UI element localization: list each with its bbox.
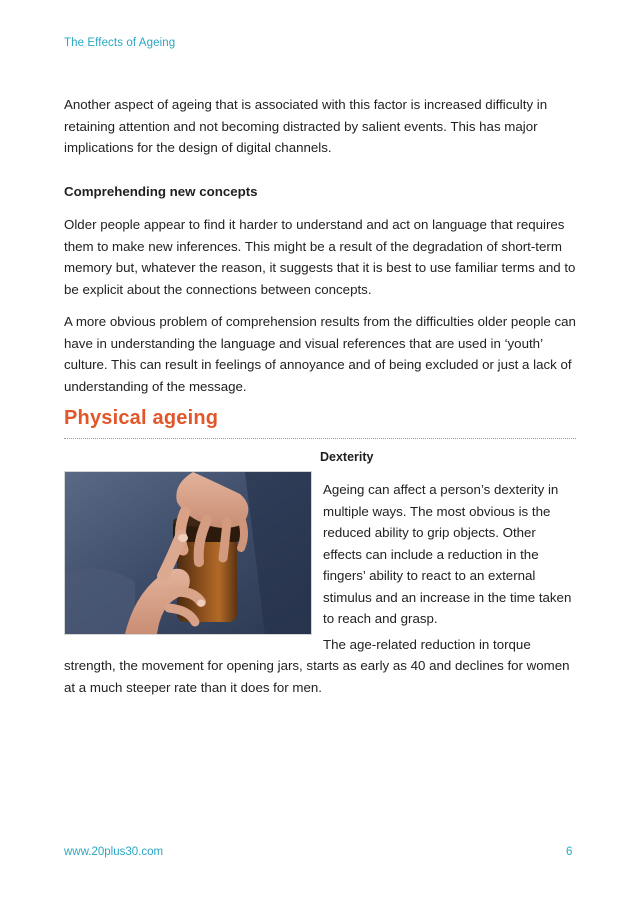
dexterity-paragraph: Ageing can affect a person’s dexterity in multiple ways. The most obvious is the reduced ability to grip objects. Other effects can include a reduction in the fingers’ ability to react to an external stimulus and an increase in the time taken to reach and grasp. <box>323 482 572 626</box>
torque-paragraph-line-1: The age-related reduction in torque <box>323 637 531 652</box>
comprehending-paragraph-2: A more obvious problem of comprehension results from the difficulties older people can have in understanding the language and visual references that are used in ‘youth’ culture. This can result in feelings of annoyance and of being excluded or just a lack of understanding of the message. <box>64 314 576 394</box>
comprehending-heading: Comprehending new concepts <box>64 184 258 199</box>
section-divider <box>64 438 576 439</box>
photo-illustration <box>65 472 311 634</box>
comprehending-paragraph-1: Older people appear to find it harder to understand and act on language that requires them to make new inferences. This might be a result of the degradation of short-term memory but, whatever the reason, it suggests that it is best to use familiar terms and to be explicit about the connections between concepts. <box>64 217 576 297</box>
page-number: 6 <box>566 846 573 858</box>
torque-paragraph-rest: strength, the movement for opening jars, starts as early as 40 and declines for women at a much steeper rate than it does for men. <box>64 658 570 695</box>
dexterity-heading: Dexterity <box>320 450 374 464</box>
elderly-hands-jar-photo <box>64 471 312 635</box>
section-title-physical-ageing: Physical ageing <box>64 407 219 429</box>
running-header-title: The Effects of Ageing <box>64 37 176 49</box>
intro-paragraph: Another aspect of ageing that is associated with this factor is increased difficulty in retaining attention and not becoming distracted by salient events. This has major implications for the design of digital channels. <box>64 97 548 155</box>
footer-website-link[interactable]: www.20plus30.com <box>64 846 164 858</box>
